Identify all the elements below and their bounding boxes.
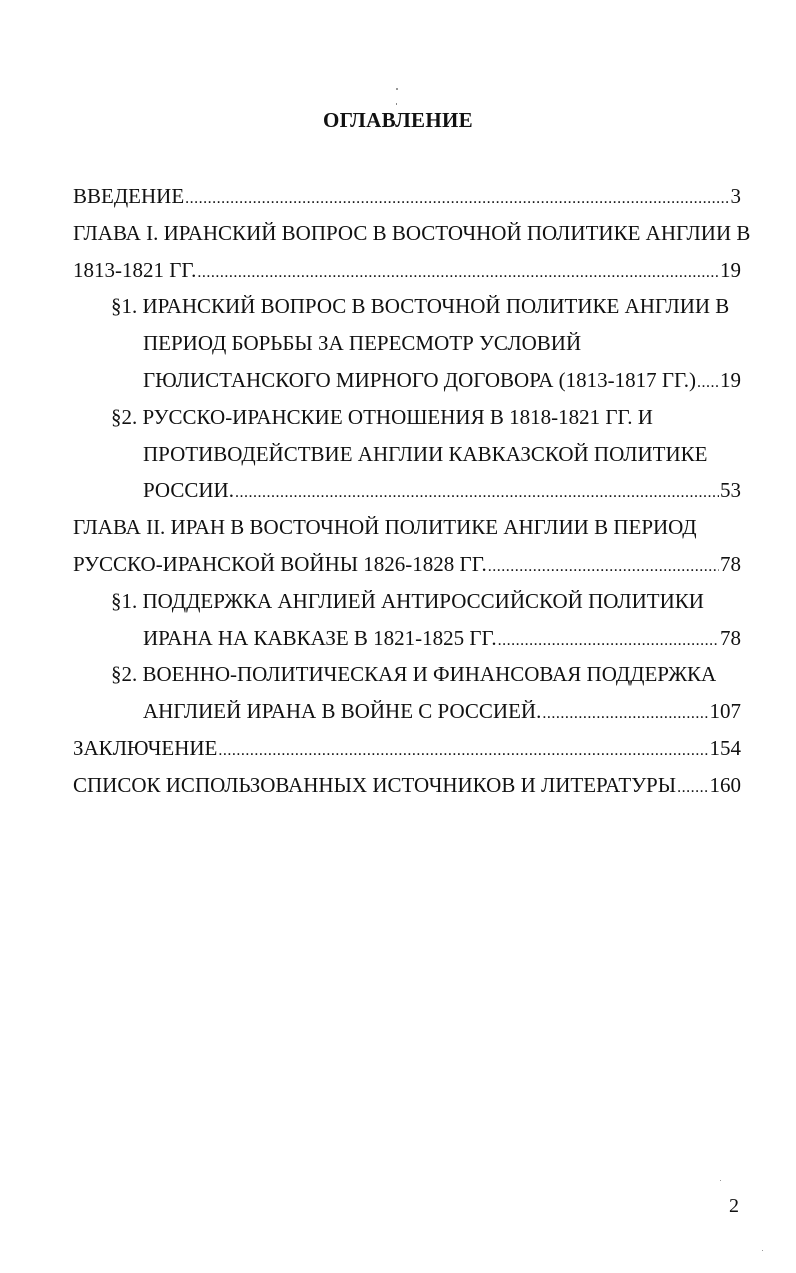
toc-entry-text: ИРАНА НА КАВКАЗЕ В 1821-1825 ГГ.: [143, 625, 497, 650]
toc-entry-text: ГЮЛИСТАНСКОГО МИРНОГО ДОГОВОРА (1813-1817 ГГ.): [143, 367, 697, 392]
scan-speck: [396, 103, 397, 105]
toc-entry-chapter-1-cont: [73, 252, 741, 289]
toc-entry-section-2-2-cont: [73, 693, 741, 730]
toc-entry-section-1-2-cont: [73, 436, 741, 473]
dot-leader: [542, 696, 708, 733]
toc-entry-introduction: [73, 178, 741, 215]
scan-speck: [762, 1250, 763, 1251]
toc-entry-section-2-1-cont: [73, 620, 741, 657]
toc-entry-section-2-2: [73, 656, 741, 693]
scan-speck: [396, 88, 398, 90]
toc-entry-conclusion: [73, 730, 741, 767]
toc-entry-page: 78: [720, 551, 741, 576]
toc-entry-page: 78: [720, 625, 741, 650]
toc-entry-page: 19: [720, 257, 741, 282]
toc-entry-chapter-1: [73, 215, 751, 252]
toc-entry-text: §1. ПОДДЕРЖКА АНГЛИЕЙ АНТИРОССИЙСКОЙ ПОЛИТИКИ: [111, 588, 704, 613]
toc-entry-page: 53: [720, 478, 741, 503]
toc-entry-text: ВВЕДЕНИЕ: [73, 184, 185, 208]
toc-entry-text: ПЕРИОД БОРЬБЫ ЗА ПЕРЕСМОТР УСЛОВИЙ: [143, 331, 582, 356]
toc-entry-section-1-1: [73, 288, 741, 325]
toc-entry-page: 19: [720, 367, 741, 392]
toc-entry-text: §2. РУССКО-ИРАНСКИЕ ОТНОШЕНИЯ В 1818-1821 ГГ. И: [111, 404, 653, 429]
toc-entry-text: §2. ВОЕННО-ПОЛИТИЧЕСКАЯ И ФИНАНСОВАЯ ПОДДЕРЖКА: [111, 662, 717, 687]
dot-leader: [197, 255, 719, 292]
dot-leader: [185, 181, 729, 218]
dot-leader: [235, 475, 719, 512]
toc-entry-page: 160: [709, 772, 741, 797]
table-of-contents: [73, 178, 751, 804]
toc-entry-text: ПРОТИВОДЕЙСТВИЕ АНГЛИИ КАВКАЗСКОЙ ПОЛИТИКЕ: [143, 441, 708, 466]
toc-entry-text: ГЛАВА II. ИРАН В ВОСТОЧНОЙ ПОЛИТИКЕ АНГЛИИ В ПЕРИОД: [73, 515, 697, 540]
toc-entry-page: 3: [730, 184, 741, 208]
dot-leader: [677, 770, 708, 807]
toc-entry-page: 107: [709, 699, 741, 724]
page-title: ОГЛАВЛЕНИЕ: [323, 108, 473, 132]
toc-entry-section-1-2-cont: [73, 472, 741, 509]
toc-entry-bibliography: [73, 767, 741, 804]
dot-leader: [218, 733, 708, 770]
toc-entry-section-1-2: [73, 399, 741, 436]
toc-entry-text: СПИСОК ИСПОЛЬЗОВАННЫХ ИСТОЧНИКОВ И ЛИТЕРАТУРЫ: [73, 772, 677, 797]
dot-leader: [697, 365, 719, 402]
toc-entry-text: ЗАКЛЮЧЕНИЕ: [73, 735, 218, 760]
toc-entry-text: §1. ИРАНСКИЙ ВОПРОС В ВОСТОЧНОЙ ПОЛИТИКЕ АНГЛИИ В: [111, 294, 730, 319]
dot-leader: [498, 623, 719, 660]
toc-entry-chapter-2: [73, 509, 741, 546]
toc-entry-chapter-2-cont: [73, 546, 741, 583]
page-number: 2: [729, 1195, 739, 1217]
toc-entry-section-2-1: [73, 583, 741, 620]
toc-entry-text: РУССКО-ИРАНСКОЙ ВОЙНЫ 1826-1828 ГГ.: [73, 551, 487, 576]
toc-entry-text: АНГЛИЕЙ ИРАНА В ВОЙНЕ С РОССИЕЙ.: [143, 699, 542, 724]
dot-leader: [488, 549, 719, 586]
toc-entry-text: ГЛАВА I. ИРАНСКИЙ ВОПРОС В ВОСТОЧНОЙ ПОЛИТИКЕ АНГЛИИ В: [73, 220, 751, 245]
toc-entry-page: 154: [709, 735, 741, 760]
toc-entry-section-1-1-cont: [73, 362, 741, 399]
toc-entry-text: РОССИИ.: [143, 478, 234, 503]
toc-entry-section-1-1-cont: [73, 325, 741, 362]
scan-speck: [720, 1180, 721, 1181]
toc-entry-text: 1813-1821 ГГ.: [73, 257, 197, 282]
